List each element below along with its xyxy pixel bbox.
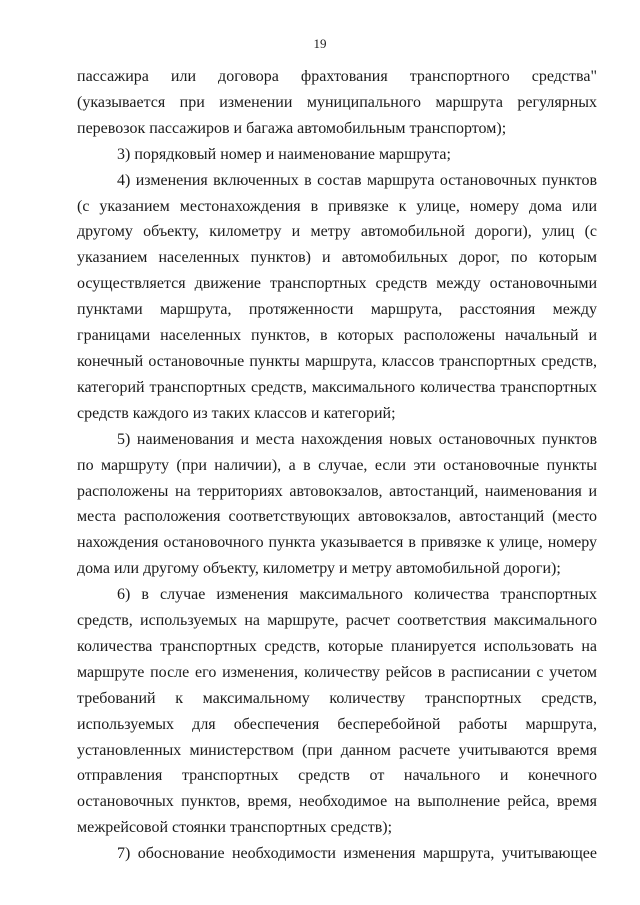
paragraph-item-3: 3) порядковый номер и наименование маршрута; xyxy=(117,145,451,163)
paragraph-item-7: 7) обоснование необходимости изменения маршрута, учитывающее xyxy=(117,845,597,863)
page-number: 19 xyxy=(313,36,327,51)
paragraph-item-6: 6) в случае изменения максимального количества транспортных средств, используемых на маршруте, расчет соответствия максимального количества транспортных средств, которые планируется использовать на маршруте после его изменения, количеству рейсов в расписании с учетом требований к максимальному количеству транспортных средств, используемых для обеспечения бесперебойной работы маршрута, установленных министерством (при данном расчете учитываются время отправления транспортных средств от начального и конечного остановочных пунктов, время, необходимое на выполнение рейса, время межрейсовой стоянки транспортных средств); xyxy=(77,586,597,837)
paragraph-item-4: 4) изменения включенных в состав маршрута остановочных пунктов (с указанием местонахождения в привязке к улице, номеру дома или другому объекту, километру и метру автомобильной дороги), улиц (с указанием населенных пунктов) и автомобильных дорог, по которым осуществляется движение транспортных средств между остановочными пунктами маршрута, протяженности маршрута, расстояния между границами населенных пунктов, в которых расположены начальный и конечный остановочные пункты маршрута, классов транспортных средств, категорий транспортных средств, максимального количества транспортных средств каждого из таких классов и категорий; xyxy=(77,171,597,422)
paragraph-continuation: пассажира или договора фрахтования транспортного средства" (указывается при изменении муниципального маршрута регулярных перевозок пассажиров и багажа автомобильным транспортом); xyxy=(77,68,597,137)
document-body xyxy=(77,64,597,867)
paragraph-item-5: 5) наименования и места нахождения новых остановочных пунктов по маршруту (при наличии), а в случае, если эти остановочные пункты расположены на территориях автовокзалов, автостанций, наименования и места расположения соответствующих автовокзалов, автостанций (место нахождения остановочного пункта указывается в привязке к улице, номеру дома или другому объекту, километру и метру автомобильной дороги); xyxy=(77,430,597,578)
